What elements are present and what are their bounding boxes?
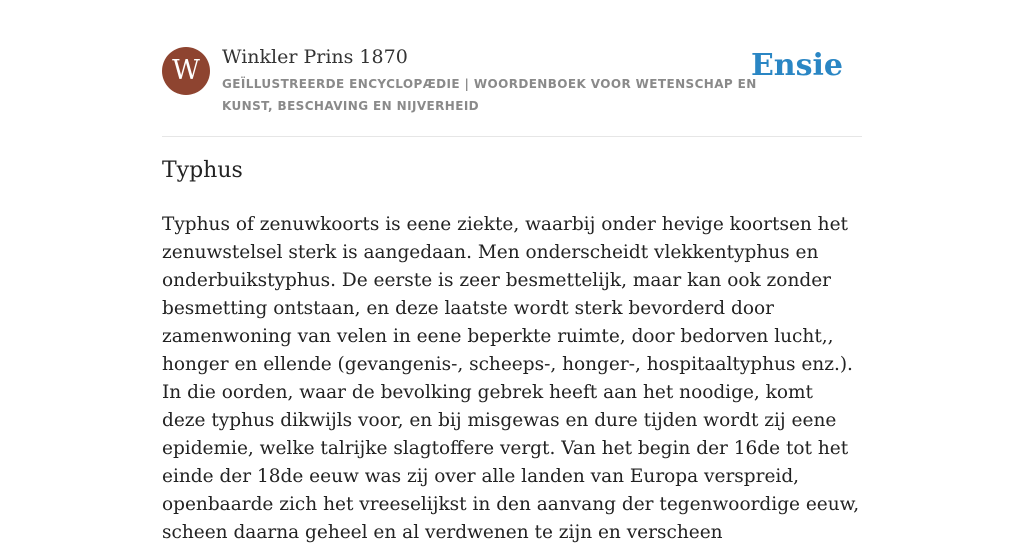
source-title[interactable]: Winkler Prins 1870 [222,46,408,68]
source-subtitle: GEÏLLUSTREERDE ENCYCLOPÆDIE | WOORDENBOEK VOOR WETENSCHAP EN KUNST, BESCHAVING EN NIJVERHEID [222,77,757,113]
brand-logo[interactable]: Ensie [750,48,843,83]
source-header [162,44,862,137]
article-title: Typhus [162,158,243,183]
avatar[interactable]: W [162,47,210,95]
article-body: Typhus of zenuwkoorts is eene ziekte, waarbij onder hevige koortsen het zenuwstelsel sterk is aangedaan. Men onderscheidt vlekkentyphus en onderbuikstyphus. De eerste is zeer besmettelijk, maar kan ook zonder besmetting ontstaan, en deze laatste wordt sterk bevorderd door zamenwoning van velen in eene beperkte ruimte, door bedorven lucht,, honger en ellende (gevangenis-, scheeps-, honger-, hospitaaltyphus enz.). In die oorden, waar de bevolking gebrek heeft aan het noodige, komt deze typhus dikwijls voor, en bij misgewas en dure tijden wordt zij eene epidemie, welke talrijke slagtoffere vergt. Van het begin der 16de tot het einde der 18de eeuw was zij over alle landen van Europa verspreid, openbaarde zich het vreeselijkst in den aanvang der tegenwoordige eeuw, scheen daarna geheel en al verdwenen te zijn en verscheen [162,214,860,543]
